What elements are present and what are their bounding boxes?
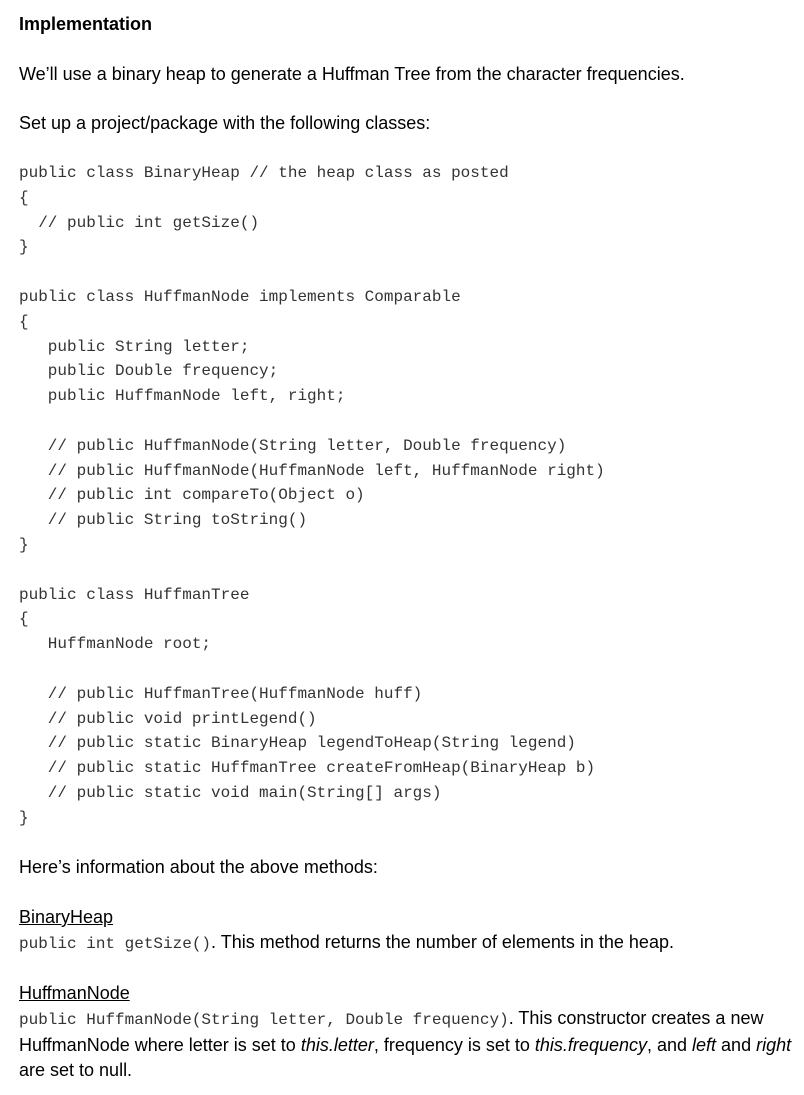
code-line: // public int getSize()	[19, 213, 260, 232]
code-line: {	[19, 610, 29, 629]
huffmannode-constructor-description	[19, 1006, 799, 1082]
code-line: {	[19, 188, 29, 207]
methods-intro: Here’s information about the above methods:	[19, 857, 378, 878]
constructor-desc-4: and	[716, 1034, 757, 1055]
code-line: // public static HuffmanTree createFromHeap(BinaryHeap b)	[19, 759, 596, 778]
intro-paragraph: We’ll use a binary heap to generate a Huffman Tree from the character frequencies.	[19, 63, 685, 84]
code-line: public class HuffmanTree	[19, 585, 250, 604]
code-line: }	[19, 238, 29, 257]
getsize-signature: public int getSize()	[19, 934, 212, 953]
code-line: // public void printLegend()	[19, 709, 317, 728]
spacer	[19, 136, 799, 161]
constructor-signature: public HuffmanNode(String letter, Double frequency)	[19, 1011, 509, 1030]
constructor-em-frequency: this.frequency	[534, 1034, 647, 1055]
code-line: // public HuffmanTree(HuffmanNode huff)	[19, 684, 423, 703]
constructor-desc-1: . This constructor creates a new HuffmanNode where letter is set to	[19, 1008, 764, 1055]
code-line: // public static BinaryHeap legendToHeap(String legend)	[19, 734, 576, 753]
code-line: }	[19, 535, 29, 554]
code-line: {	[19, 312, 29, 331]
code-line: // public HuffmanNode(HuffmanNode left, HuffmanNode right)	[19, 461, 605, 480]
constructor-em-letter: this.letter	[300, 1034, 374, 1055]
code-line: public class HuffmanNode implements Comparable	[19, 287, 461, 306]
constructor-desc-3: , and	[646, 1034, 693, 1055]
spacer	[19, 956, 799, 981]
binaryheap-getsize-description	[19, 930, 799, 957]
code-line: // public HuffmanNode(String letter, Double frequency)	[19, 436, 567, 455]
huffmannode-title: HuffmanNode	[19, 983, 130, 1004]
code-line: public String letter;	[19, 337, 250, 356]
code-line: }	[19, 808, 29, 827]
getsize-desc: . This method returns the number of elements in the heap.	[211, 931, 674, 952]
code-line: // public int compareTo(Object o)	[19, 486, 365, 505]
code-line: public class BinaryHeap // the heap class as posted	[19, 163, 509, 182]
code-line: // public static void main(String[] args)	[19, 783, 442, 802]
section-heading: Implementation	[19, 14, 153, 34]
code-line	[19, 409, 799, 434]
binaryheap-title: BinaryHeap	[19, 906, 114, 927]
code-line: public HuffmanNode left, right;	[19, 387, 346, 406]
spacer	[19, 87, 799, 112]
spacer	[19, 831, 799, 856]
binaryheap-section-title	[19, 905, 799, 930]
code-line: public Double frequency;	[19, 362, 279, 381]
code-line	[19, 657, 799, 682]
constructor-em-left: left	[692, 1034, 717, 1055]
constructor-desc-2: , frequency is set to	[373, 1034, 535, 1055]
document	[19, 11, 799, 1082]
huffmannode-section-title	[19, 981, 799, 1006]
constructor-em-right: right	[756, 1034, 792, 1055]
code-line: // public String toString()	[19, 511, 308, 530]
code-block	[19, 161, 799, 831]
setup-paragraph: Set up a project/package with the following classes:	[19, 113, 431, 134]
constructor-desc-5: are set to null.	[19, 1059, 133, 1080]
spacer	[19, 880, 799, 905]
spacer	[19, 37, 799, 62]
code-line	[19, 260, 799, 285]
code-line	[19, 558, 799, 583]
code-line: HuffmanNode root;	[19, 635, 212, 654]
